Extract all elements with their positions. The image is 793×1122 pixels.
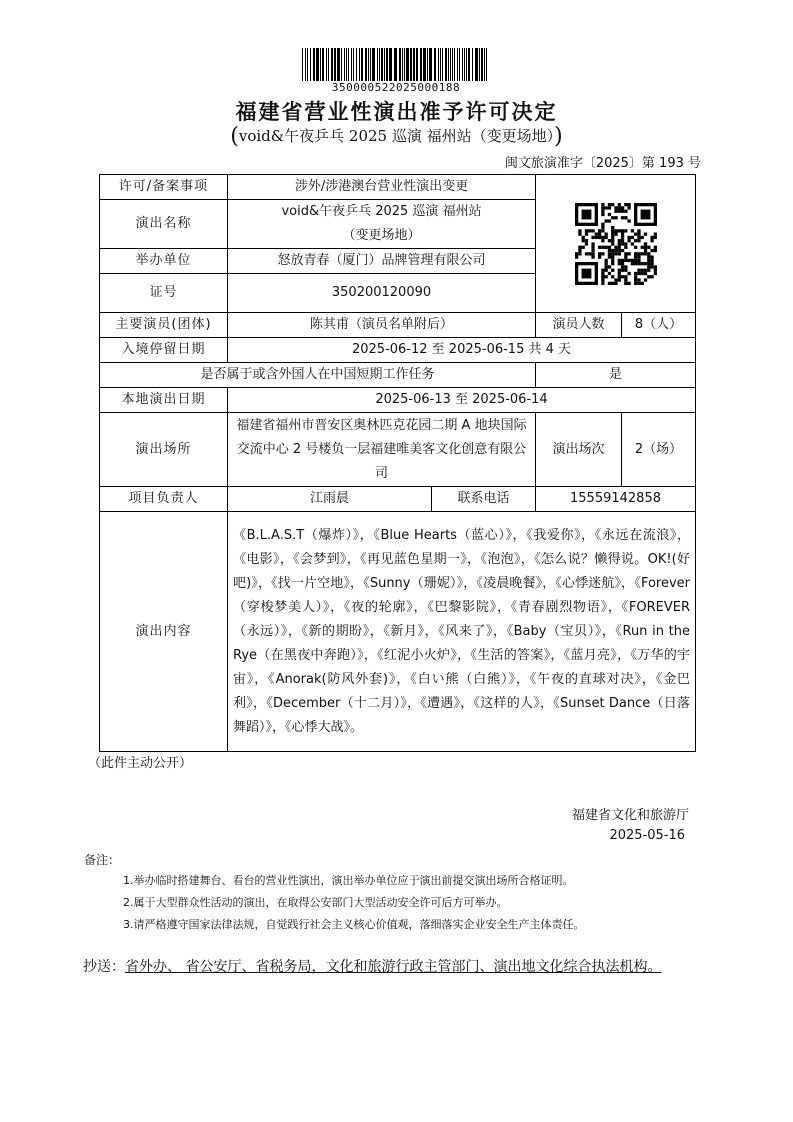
phone-value: 15559142858 bbox=[536, 487, 696, 512]
performer-count-label: 演员人数 bbox=[536, 313, 622, 338]
document-title: 福建省营业性演出准予许可决定 bbox=[235, 99, 558, 124]
license-type-value: 涉外/涉港澳台营业性演出变更 bbox=[228, 175, 536, 200]
list-item: 3.请严格遵守国家法律法规，自觉践行社会主义核心价值观，落细落实企业安全生产主体责任。 bbox=[123, 918, 585, 931]
foreign-work-label: 是否属于或含外国人在中国短期工作任务 bbox=[100, 363, 536, 388]
manager-label: 项目负责人 bbox=[100, 487, 228, 512]
show-name-line1: void&午夜乒乓 2025 巡演 福州站 bbox=[281, 204, 482, 219]
entry-period-value: 2025-06-12 至 2025-06-15 共 4 天 bbox=[228, 338, 696, 363]
list-item: 1.举办临时搭建舞台、看台的营业性演出，演出举办单位应于演出前提交演出场所合格证明。 bbox=[123, 874, 574, 887]
foreign-work-value: 是 bbox=[536, 363, 696, 388]
organizer-label: 举办单位 bbox=[100, 249, 228, 274]
license-table bbox=[99, 174, 696, 752]
license-type-label: 许可/备案事项 bbox=[100, 175, 228, 200]
show-name-value bbox=[228, 200, 536, 249]
local-date-label: 本地演出日期 bbox=[100, 388, 228, 413]
remark-label: 备注： bbox=[84, 853, 121, 867]
barcode-image bbox=[302, 48, 489, 81]
phone-label: 联系电话 bbox=[432, 487, 536, 512]
content-value: 《B.L.A.S.T（爆炸）》，《Blue Hearts（蓝心）》，《我爱你》，《永远在流浪》，《电影》，《会梦到》，《再见蓝色星期一》，《泡泡》，《怎么说？懒得说。OK!(好吧)》，《找一片空地》，《Sunny（珊妮）》，《凌晨晚餐》，《心悸迷航》，《Forever（穿梭梦美人）》，《夜的轮廓》，《巴黎影院》，《青春剧烈物语》，《FOREVER（永远）》，《新的期盼》，《新月》，《风来了》，《Baby（宝贝）》，《Run in the Rye（在黑夜中奔跑）》，《红泥小火炉》，《生活的答案》，《蓝月亮》，《万华的宇宙》，《Anorak(防风外套)》，《白い熊（白熊）》，《午夜的直球对决》，《金巴利》，《December（十二月）》，《遭遇》，《这样的人》，《Sunset Dance（日落舞蹈）》，《心悸大战》。 bbox=[228, 512, 696, 752]
show-name-label: 演出名称 bbox=[100, 200, 228, 249]
issuer-name: 福建省文化和旅游厅 bbox=[571, 808, 689, 823]
list-item: 2.属于大型群众性活动的演出，在取得公安部门大型活动安全许可后方可举办。 bbox=[123, 896, 508, 909]
show-name-line2: （变更场地） bbox=[342, 228, 421, 243]
table-row bbox=[100, 363, 696, 388]
license-no-value: 350200120090 bbox=[228, 274, 536, 313]
performer-label: 主要演员(团体) bbox=[100, 313, 228, 338]
table-row bbox=[100, 388, 696, 413]
manager-value: 江雨晨 bbox=[228, 487, 432, 512]
document-number: 闽文旅演准字〔2025〕第 193 号 bbox=[504, 156, 701, 171]
table-row bbox=[100, 338, 696, 363]
public-note: （此件主动公开） bbox=[88, 756, 193, 771]
venue-value: 福建省福州市晋安区奥林匹克花园二期 A 地块国际交流中心 2 号楼负一层福建唯美客文化创意有限公司 bbox=[228, 413, 536, 487]
qr-code-image bbox=[575, 203, 657, 285]
subtitle-text: void&午夜乒乓 2025 巡演 福州站（变更场地） bbox=[238, 127, 555, 145]
table-row bbox=[100, 313, 696, 338]
sessions-label: 演出场次 bbox=[536, 413, 622, 487]
venue-label: 演出场所 bbox=[100, 413, 228, 487]
local-date-value: 2025-06-13 至 2025-06-14 bbox=[228, 388, 696, 413]
copy-to-label: 抄送： bbox=[83, 959, 125, 975]
copy-to-value: 省外办、 省公安厅、省税务局，文化和旅游行政主管部门、演出地文化综合执法机构。 bbox=[125, 959, 662, 975]
table-row bbox=[100, 413, 696, 487]
organizer-value: 怒放青春（厦门）品牌管理有限公司 bbox=[228, 249, 536, 274]
remarks-list bbox=[123, 870, 585, 936]
table-row bbox=[100, 487, 696, 512]
table-row bbox=[100, 175, 696, 200]
issue-date: 2025-05-16 bbox=[609, 828, 685, 843]
content-label: 演出内容 bbox=[100, 512, 228, 752]
performer-count-value: 8（人） bbox=[622, 313, 696, 338]
sessions-value: 2（场） bbox=[622, 413, 696, 487]
document-subtitle: (void&午夜乒乓 2025 巡演 福州站（变更场地）) bbox=[230, 124, 563, 149]
copy-to bbox=[83, 956, 715, 978]
table-row bbox=[100, 512, 696, 752]
qr-cell bbox=[536, 175, 696, 313]
performer-value: 陈其甫（演员名单附后） bbox=[228, 313, 536, 338]
license-no-label: 证号 bbox=[100, 274, 228, 313]
barcode-number: 350000522025000188 bbox=[331, 81, 461, 94]
entry-period-label: 入境停留日期 bbox=[100, 338, 228, 363]
